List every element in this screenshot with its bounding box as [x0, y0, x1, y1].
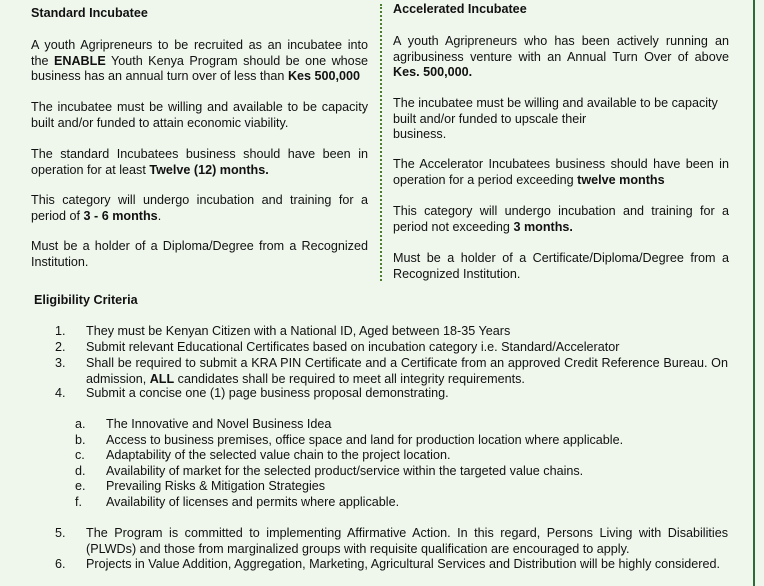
accelerated-paragraph-4: This category will undergo incubation and training for a period not exceeding 3 months. — [393, 204, 729, 234]
standard-paragraph-1: A youth Agripreneurs to be recruited as an incubatee into the ENABLE Youth Kenya Program should be one whose business has an annual turn over of less than Kes 500,000 — [31, 38, 368, 83]
standard-paragraph-5: Must be a holder of a Diploma/Degree from a Recognized Institution. — [31, 239, 368, 269]
accelerated-paragraph-3: The Accelerator Incubatees business should have been in operation for a period exceeding twelve months — [393, 157, 729, 187]
accelerated-paragraph-1: A youth Agripreneurs who has been actively running an agribusiness venture with an Annual Turn Over of above Kes. 500,000. — [393, 34, 729, 79]
standard-paragraph-4: This category will undergo incubation and training for a period of 3 - 6 months. — [31, 193, 368, 223]
document-page: Standard Incubatee A youth Agripreneurs to be recruited as an incubatee into the ENABLE Youth Kenya Program should be one whose business has an annual turn over of less than Kes 500,000 The incubatee must be willing and available to be capacity built and/or funded to attain economic viability. The standard Incubatees business should have been in operation for at least Twelve (12) months. This category will undergo incubation and training for a period of 3 - 6 months. Must be a holder of a Diploma/Degree from a Recognized Institution. Accelerated Incubatee A youth Agripreneurs who has been actively running an agribusiness venture with an Annual Turn Over of above Kes. 500,000. The incubatee must be willing and available to be capacity built and/or funded to upscale their business. The Accelerator Incubatees business should have been in operation for a period exceeding twelve months This category will undergo incubation and training for a period not exceeding 3 months. Must be a holder of a Certificate/Diploma/Degree from a Recognized Institution. Eligibility Criteria 1. They must be Kenyan Citizen with a National ID, Aged between 18-35 Years 2. Submit relevant Educational Certificates based on incubation category i.e. Standard/Accelerator 3. Shall be required to submit a KRA PIN Certificate and a Certificate from an approved Credit Reference Bureau. On admission, ALL candidates shall be required to meet all integrity requirements. 4. Submit a concise one (1) page business proposal demonstrating. a. The Innovative and Novel Business Idea b. Access to business premises, office space and land for production location where applicable. c. Adaptability of the selected value chain to the project location. d. Availability of market for the selected product/service within the targeted value chains. e. Prevailing Risks & Mitigation Strategies f. Availability of licenses and permits where applicable. 5. The Program is committed to implementing Affirmative Action. In this regard, Persons Living with Disabilities (PLWDs) and those from marginalized groups with requisite qualification are encouraged to apply. 6. Projects in Value Addition, Aggregation, Marketing, Agricultural Services and Distribution will be highly considered. — [0, 0, 755, 586]
accelerated-paragraph-5: Must be a holder of a Certificate/Diploma/Degree from a Recognized Institution. — [393, 251, 729, 281]
eligibility-heading: Eligibility Criteria — [34, 293, 138, 307]
standard-paragraph-3: The standard Incubatees business should have been in operation for at least Twelve (12) months. — [31, 147, 368, 177]
accelerated-paragraph-2: The incubatee must be willing and available to be capacity built and/or funded to upscale their business. — [393, 96, 718, 141]
column-divider — [380, 4, 382, 281]
standard-paragraph-2: The incubatee must be willing and available to be capacity built and/or funded to attain economic viability. — [31, 100, 368, 130]
accelerated-heading: Accelerated Incubatee — [393, 2, 527, 16]
standard-heading: Standard Incubatee — [31, 6, 148, 20]
